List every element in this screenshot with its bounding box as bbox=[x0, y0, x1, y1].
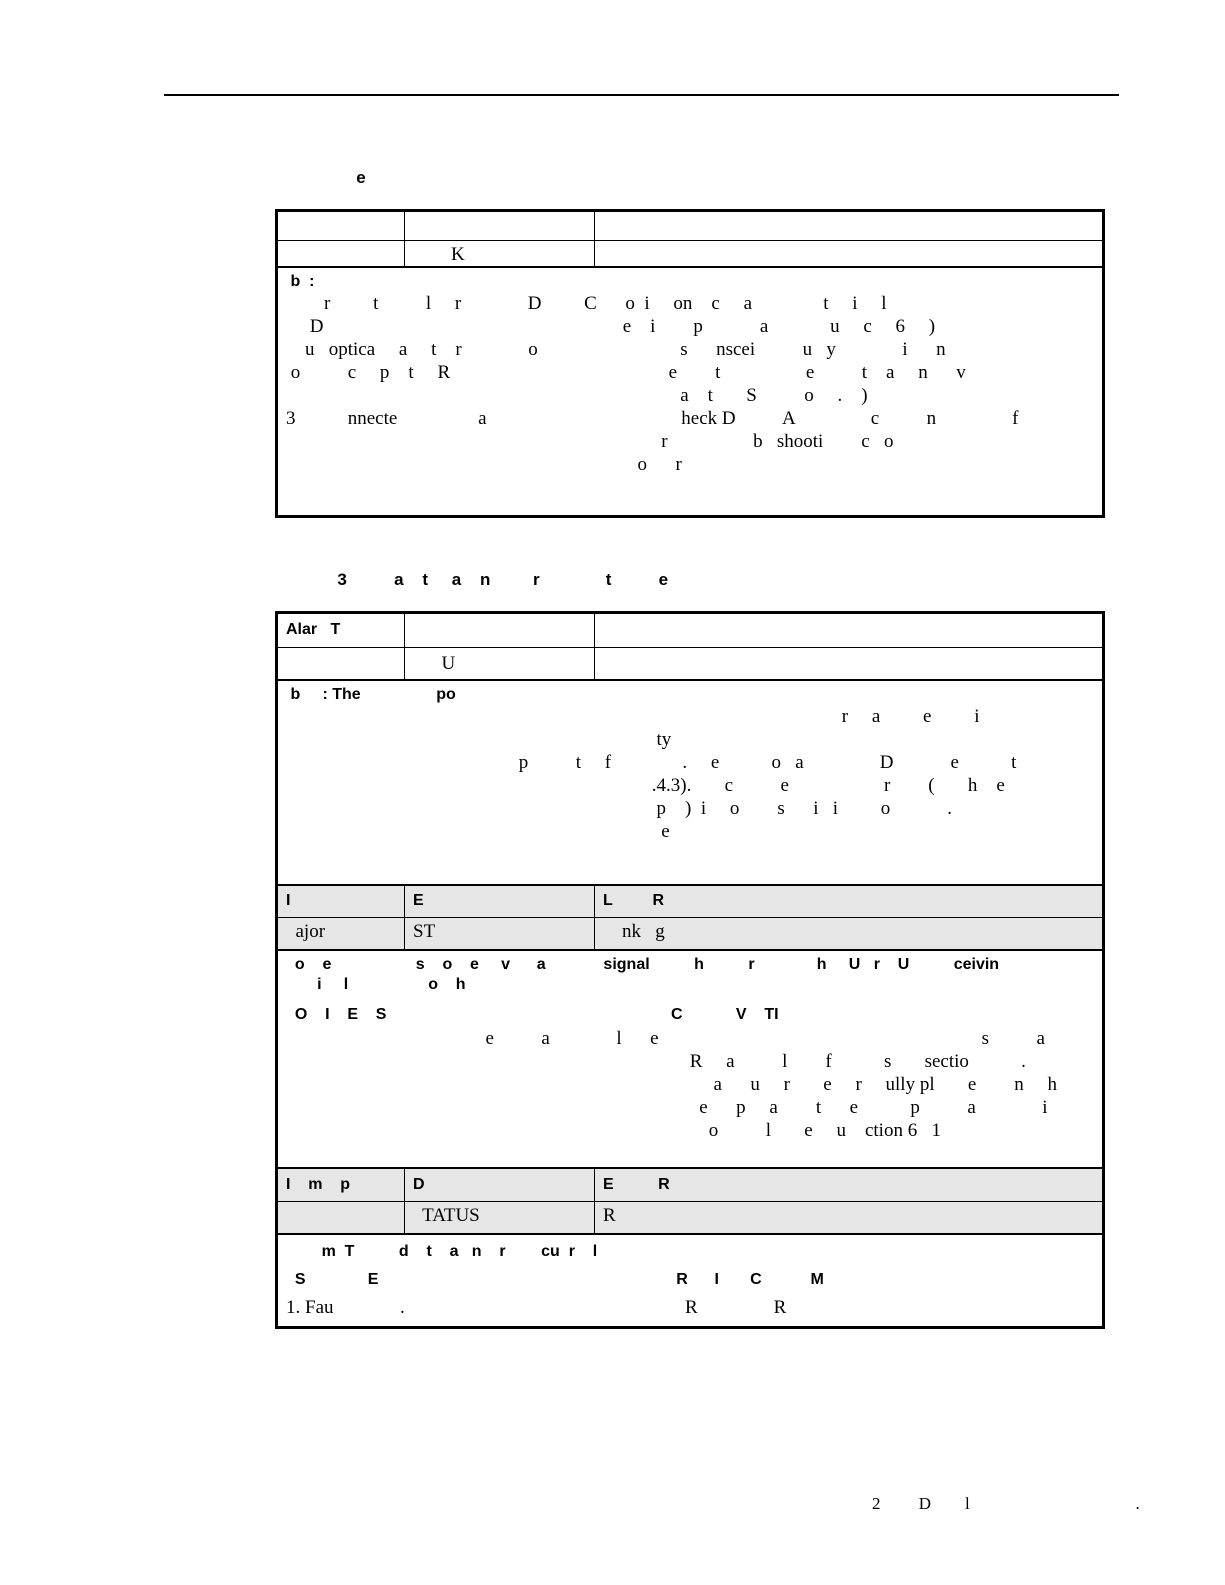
table2-description bbox=[278, 681, 1102, 886]
table2-bottom-row: 1. Fau . R R bbox=[286, 1297, 787, 1318]
table2-header-c3 bbox=[595, 614, 1102, 647]
table2-desc-line: ty bbox=[286, 729, 672, 750]
table2-impact-header-row bbox=[278, 886, 1102, 918]
table2-value-c2: U bbox=[405, 648, 595, 679]
table1-desc-line: a t S o . ) bbox=[286, 385, 868, 406]
table1-value-c2: K bbox=[405, 241, 595, 266]
table2-header-c2 bbox=[405, 614, 595, 647]
table2-header-c1: Alar T bbox=[278, 614, 405, 647]
alarm-table-2 bbox=[275, 611, 1105, 1329]
table2-alarm-value-row bbox=[278, 1202, 1102, 1235]
table2-bottom-section bbox=[278, 1235, 1102, 1325]
table1-desc-label: b : bbox=[286, 273, 315, 290]
table2-impact-c3: nk g bbox=[603, 921, 665, 942]
page-footer: 2 D l . bbox=[872, 1494, 1140, 1513]
table2-impact-c2: ST bbox=[405, 918, 595, 949]
table2-caption: 3 a t a n r t e bbox=[276, 570, 669, 589]
table2-proc-line bbox=[286, 995, 1094, 1003]
table2-procedure bbox=[278, 951, 1102, 1169]
table2-proc-line: e a l e s a bbox=[286, 1028, 1045, 1049]
table2-header-row bbox=[278, 614, 1102, 648]
table2-proc-line: R a l f s sectio . bbox=[286, 1051, 1026, 1072]
table2-desc-line: p t f . e o a D e t bbox=[286, 752, 1017, 773]
table2-impact-header-c3: L R bbox=[603, 892, 665, 909]
table1-value-row bbox=[278, 241, 1102, 268]
table1-desc-line: o c p t R e t e t a n v bbox=[286, 362, 966, 383]
table2-impact-header-c2: E bbox=[405, 886, 595, 917]
table2-value-c3 bbox=[595, 648, 1102, 679]
table1-header-c3 bbox=[595, 212, 1102, 240]
table2-desc-line: e bbox=[286, 821, 670, 842]
table2-desc-line: .4.3). c e r ( h e bbox=[286, 775, 1005, 796]
table2-desc-label: b : The po bbox=[286, 686, 456, 703]
table1-desc-line: r b shooti c o bbox=[286, 431, 894, 452]
alarm-table-1 bbox=[275, 209, 1105, 518]
table2-alarm-header-row bbox=[278, 1169, 1102, 1202]
table2-impact-c1: ajor bbox=[278, 918, 405, 949]
table1-header-c2 bbox=[405, 212, 595, 240]
table1-description bbox=[278, 268, 1102, 480]
table2-alarm-header-c3: E R bbox=[603, 1176, 670, 1193]
table2-impact-header-c1: I bbox=[278, 886, 405, 917]
table1-desc-line: u optica a t r o s nscei u y i n bbox=[286, 339, 946, 360]
table1-desc-line: 3 nnecte a heck D A c n f bbox=[286, 408, 1019, 429]
table2-alarm-c2: TATUS bbox=[405, 1202, 595, 1233]
table2-bottom-head: S E R I C M bbox=[286, 1271, 824, 1288]
table2-alarm-c3: R bbox=[603, 1205, 616, 1226]
table1-caption: e bbox=[276, 168, 366, 187]
table2-value-row bbox=[278, 648, 1102, 681]
table2-alarm-header-c1: I m p bbox=[278, 1169, 405, 1201]
table1-value-c1 bbox=[278, 241, 405, 266]
table2-desc-line: p ) i o s i i o . bbox=[286, 798, 953, 819]
table2-value-c1 bbox=[278, 648, 405, 679]
table2-proc-line: i l o h bbox=[286, 976, 466, 993]
table1-header-row bbox=[278, 212, 1102, 241]
table2-proc-line: o e s o e v a signal h r h U r U ceivin bbox=[286, 956, 1000, 973]
table1-desc-line: D e i p a u c 6 ) bbox=[286, 316, 936, 337]
table2-desc-line: r a e i bbox=[286, 706, 980, 727]
header-rule bbox=[164, 94, 1119, 96]
table2-alarm-c1 bbox=[278, 1202, 405, 1233]
table2-alarm-header-c2: D bbox=[405, 1169, 595, 1201]
table2-proc-line: O I E S C V TI bbox=[286, 1006, 779, 1023]
table2-proc-line: e p a t e p a i bbox=[286, 1097, 1048, 1118]
table1-value-c3 bbox=[595, 241, 1102, 266]
table2-proc-line: o l e u ction 6 1 bbox=[286, 1120, 941, 1141]
table1-desc-line: o r bbox=[286, 454, 682, 475]
table2-bottom-title: m T d t a n r cu r l bbox=[286, 1243, 598, 1260]
table1-desc-line: r t l r D C o i on c a t i l bbox=[286, 293, 887, 314]
table2-proc-line: a u r e r ully pl e n h bbox=[286, 1074, 1058, 1095]
table1-header-c1 bbox=[278, 212, 405, 240]
table2-impact-value-row bbox=[278, 918, 1102, 951]
